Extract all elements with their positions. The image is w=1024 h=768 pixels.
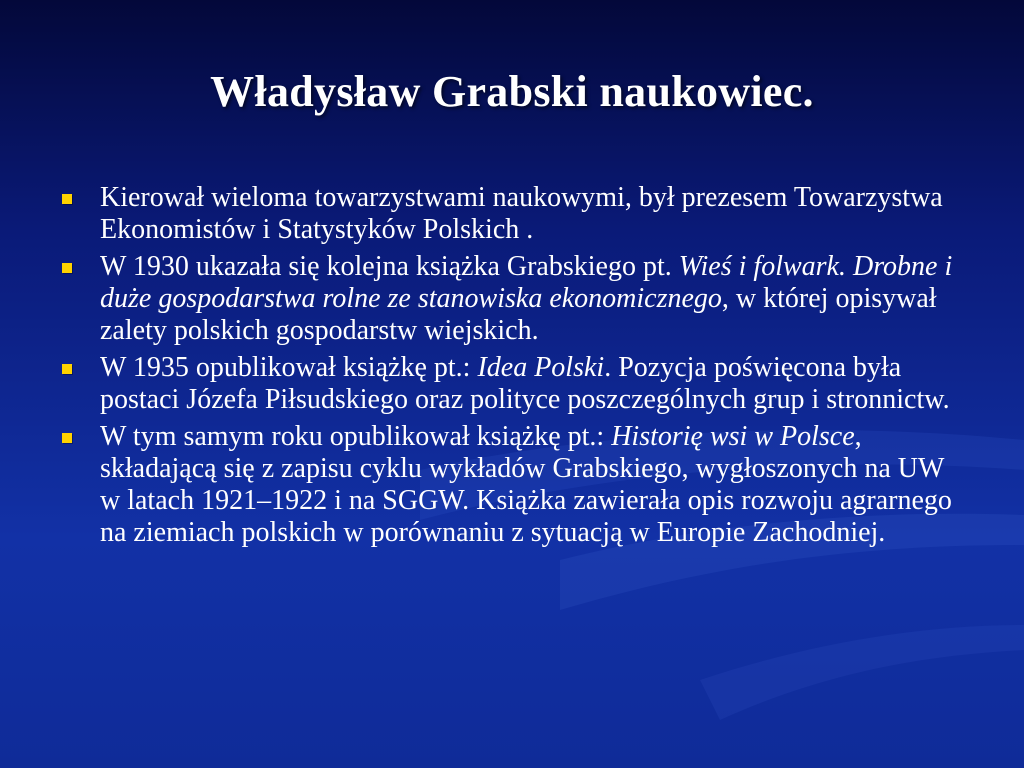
square-bullet-icon [62,194,72,204]
book-title: Historię wsi w Polsce [611,421,855,452]
bullet-text-after: , składającą się z zapisu cyklu wykładów Grabskiego, wygłoszonych na UW w latach 1921–1922 i na SGGW. Książka zawierała opis rozwoju agrarnego na ziemiach polskich w porównaniu z sytuacją w Europie Zachodniej. [100,421,952,548]
bullet-item-3 [62,352,962,416]
bullet-text-after: , w której opisywał zalety polskich gospodarstw wiejskich. [100,283,937,346]
bullet-list [62,182,962,554]
bullet-item-4 [62,421,962,549]
bullet-text-after: . Pozycja poświęcona była postaci Józefa Piłsudskiego oraz polityce poszczególnych grup i stronnictw. [100,352,950,415]
square-bullet-icon [62,433,72,443]
book-title: Idea Polski [477,352,605,383]
bullet-text: Kierował wieloma towarzystwami naukowymi, był prezesem Towarzystwa Ekonomistów i Statystyków Polskich . [100,182,943,245]
bullet-item-1 [62,182,962,246]
square-bullet-icon [62,263,72,273]
slide-title: Władysław Grabski naukowiec. [210,67,814,116]
square-bullet-icon [62,364,72,374]
bullet-item-2 [62,251,962,347]
bullet-text-before: W tym samym roku opublikował książkę pt.: [100,421,612,452]
bullet-text-before: W 1930 ukazała się kolejna książka Grabskiego pt. [100,251,679,282]
book-title: Wieś i folwark. Drobne i duże gospodarstwa rolne ze stanowiska ekonomicznego [100,251,953,314]
bullet-text-before: W 1935 opublikował książkę pt.: [100,352,478,383]
